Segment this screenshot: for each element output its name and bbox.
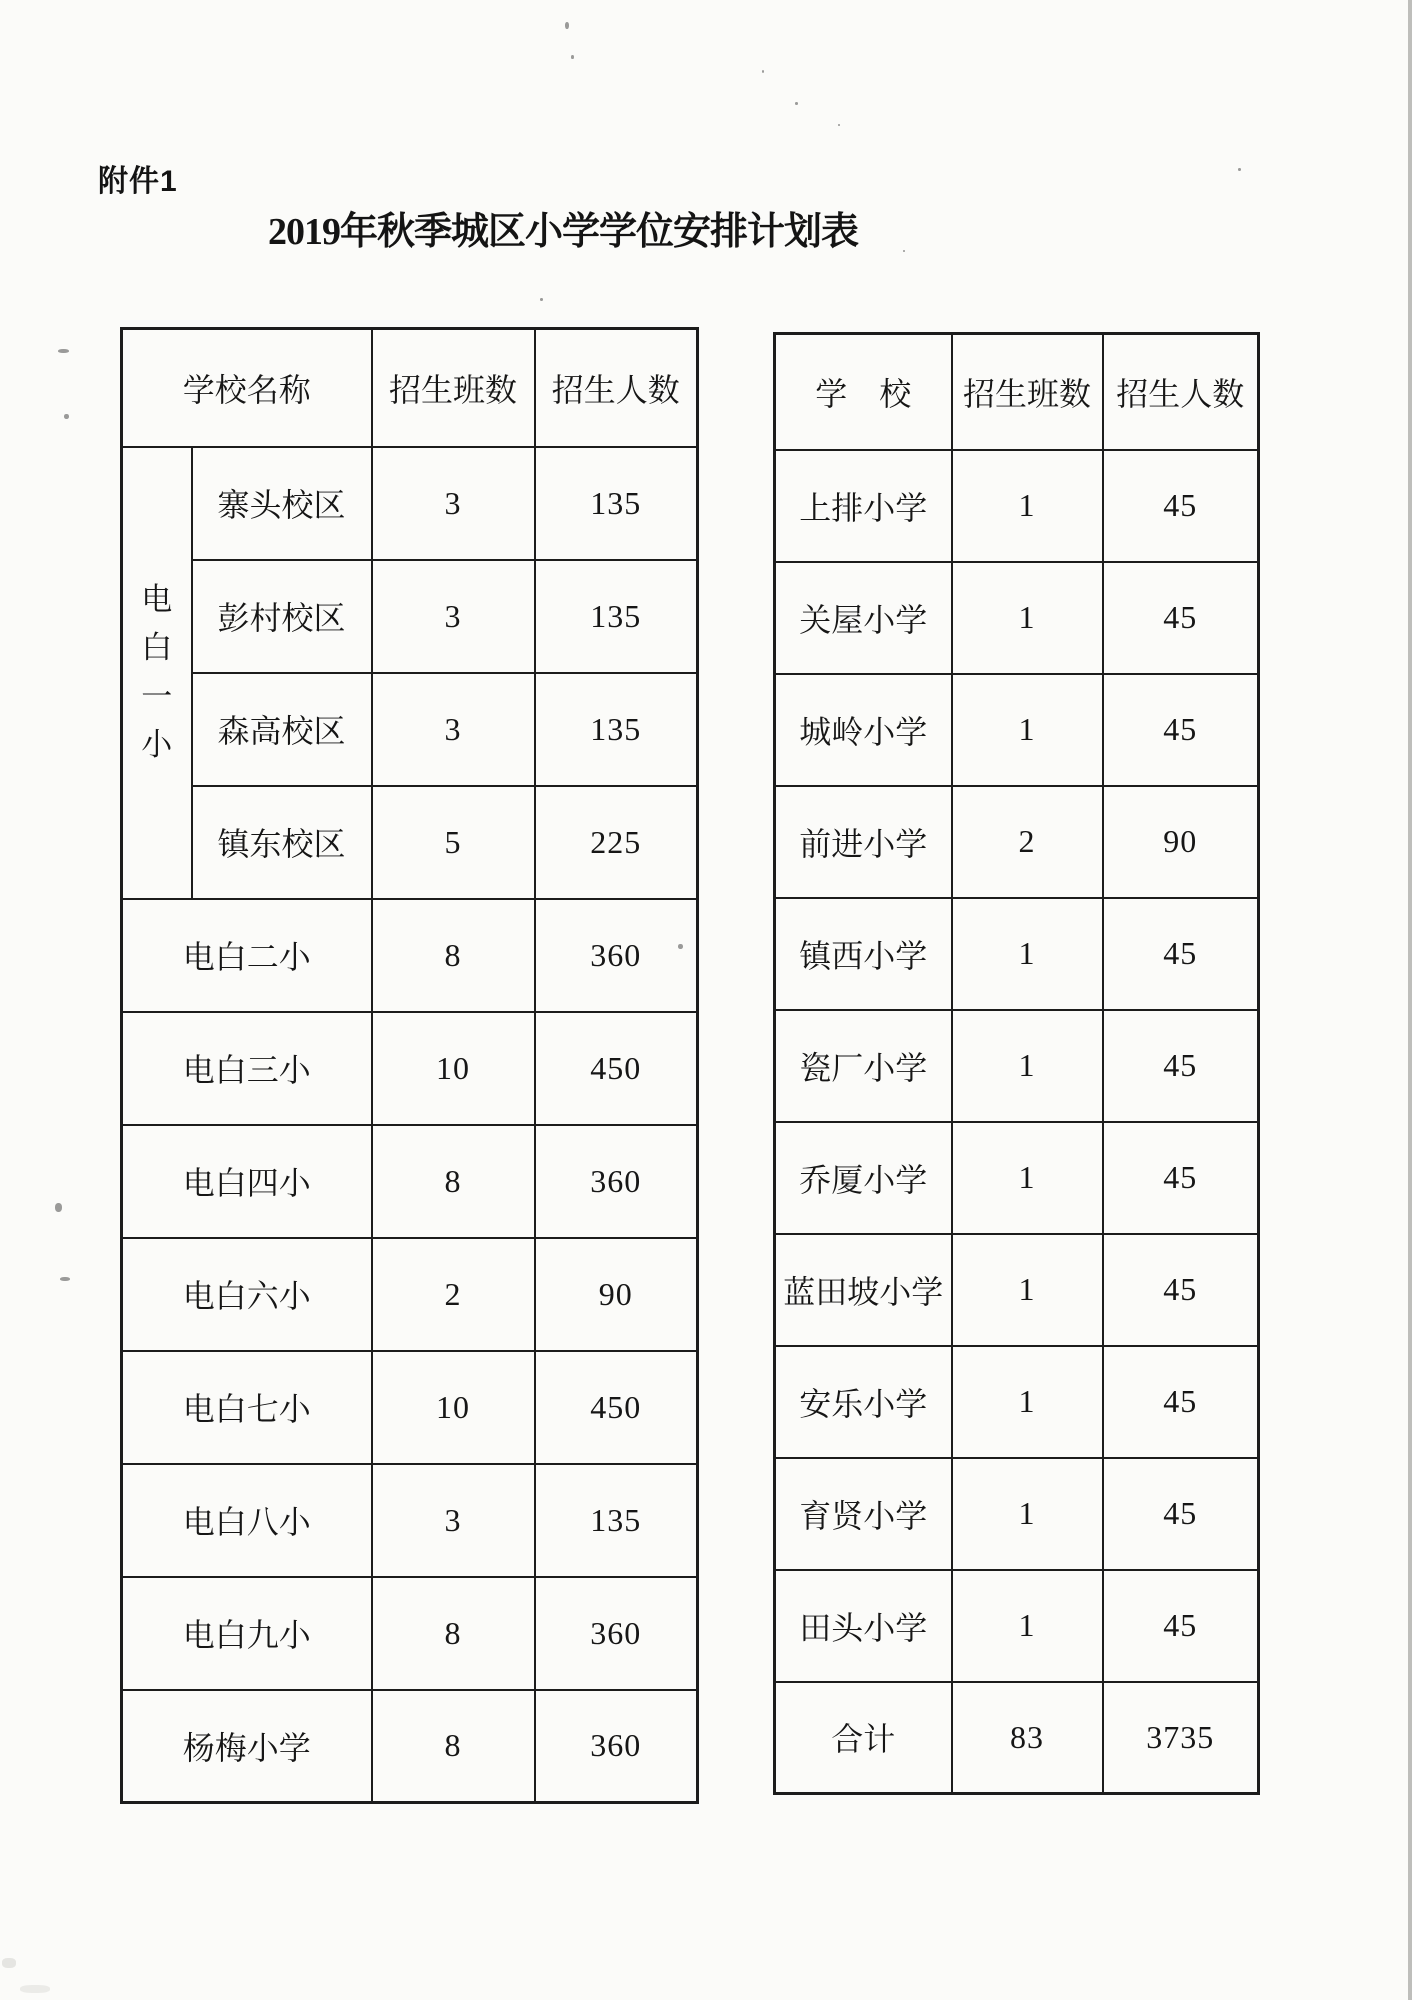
- table-row: [122, 1577, 698, 1690]
- class-count-cell: 1: [952, 450, 1103, 562]
- school-name-cell: 电白八小: [122, 1464, 372, 1577]
- student-count-cell: 45: [1103, 1346, 1259, 1458]
- class-count-cell: 1: [952, 1458, 1103, 1570]
- student-count-cell: 45: [1103, 1570, 1259, 1682]
- header-class-count: 招生班数: [372, 329, 535, 447]
- school-name-cell: 安乐小学: [775, 1346, 952, 1458]
- total-label-cell: 合计: [775, 1682, 952, 1794]
- table-row: [122, 899, 698, 1012]
- school-name-cell: 电白九小: [122, 1577, 372, 1690]
- class-count-cell: 1: [952, 1234, 1103, 1346]
- table-row: [775, 898, 1259, 1010]
- class-count-cell: 2: [372, 1238, 535, 1351]
- school-name-cell: 前进小学: [775, 786, 952, 898]
- student-count-cell: 45: [1103, 450, 1259, 562]
- class-count-cell: 5: [372, 786, 535, 899]
- table-row: [775, 1234, 1259, 1346]
- document-title: 2019年秋季城区小学学位安排计划表: [268, 211, 859, 253]
- school-name-cell: 上排小学: [775, 450, 952, 562]
- table-row: [775, 1010, 1259, 1122]
- table-row: [775, 1346, 1259, 1458]
- class-count-cell: 1: [952, 1122, 1103, 1234]
- table-row: [122, 560, 698, 673]
- student-count-cell: 360: [535, 1690, 698, 1803]
- table-row: [122, 1125, 698, 1238]
- scan-speckle: [678, 944, 683, 949]
- student-count-cell: 45: [1103, 1234, 1259, 1346]
- class-count-cell: 1: [952, 898, 1103, 1010]
- scan-speckle: [1238, 168, 1241, 171]
- student-count-cell: 135: [535, 1464, 698, 1577]
- school-name-cell: 乔厦小学: [775, 1122, 952, 1234]
- student-count-cell: 225: [535, 786, 698, 899]
- table-row: [122, 1351, 698, 1464]
- table-row: [775, 674, 1259, 786]
- scan-speckle: [64, 414, 69, 419]
- class-count-cell: 1: [952, 1010, 1103, 1122]
- table-row: [122, 1012, 698, 1125]
- school-name-cell: 田头小学: [775, 1570, 952, 1682]
- scan-speckle: [571, 55, 574, 59]
- school-name-cell: 杨梅小学: [122, 1690, 372, 1803]
- student-count-cell: 135: [535, 560, 698, 673]
- enrollment-table-left: [120, 327, 699, 1804]
- class-count-cell: 8: [372, 899, 535, 1012]
- table-header-row: [122, 329, 698, 447]
- class-count-cell: 8: [372, 1577, 535, 1690]
- class-count-cell: 1: [952, 1570, 1103, 1682]
- campus-name-cell: 镇东校区: [192, 786, 372, 899]
- class-count-cell: 8: [372, 1690, 535, 1803]
- school-name-cell: 瓷厂小学: [775, 1010, 952, 1122]
- school-name-cell: 电白二小: [122, 899, 372, 1012]
- campus-name-cell: 寨头校区: [192, 447, 372, 560]
- table-row: [122, 1464, 698, 1577]
- header-student-count: 招生人数: [1103, 334, 1259, 450]
- school-name-cell: 镇西小学: [775, 898, 952, 1010]
- table-row: [122, 673, 698, 786]
- school-name-vertical: 电白一小: [141, 582, 173, 762]
- student-count-cell: 90: [1103, 786, 1259, 898]
- class-count-cell: 2: [952, 786, 1103, 898]
- scan-speckle: [540, 298, 543, 301]
- scan-speckle: [58, 349, 69, 353]
- class-count-cell: 10: [372, 1351, 535, 1464]
- table-row: [122, 1690, 698, 1803]
- school-name-cell: 关屋小学: [775, 562, 952, 674]
- table-row: [775, 1458, 1259, 1570]
- scan-speckle: [762, 70, 764, 73]
- student-count-cell: 45: [1103, 674, 1259, 786]
- student-count-cell: 90: [535, 1238, 698, 1351]
- school-name-cell: 城岭小学: [775, 674, 952, 786]
- table-row: [775, 786, 1259, 898]
- table-row: [775, 450, 1259, 562]
- scan-speckle: [795, 102, 798, 105]
- scan-smudge: [20, 1985, 50, 1993]
- school-name-cell: 蓝田坡小学: [775, 1234, 952, 1346]
- school-name-cell: 电白三小: [122, 1012, 372, 1125]
- student-count-cell: 135: [535, 673, 698, 786]
- class-count-cell: 3: [372, 673, 535, 786]
- school-name-cell: 育贤小学: [775, 1458, 952, 1570]
- table-header-row: [775, 334, 1259, 450]
- header-student-count: 招生人数: [535, 329, 698, 447]
- scan-smudge: [2, 1958, 16, 1968]
- total-student-count-cell: 3735: [1103, 1682, 1259, 1794]
- student-count-cell: 360: [535, 1577, 698, 1690]
- table-row: [775, 1570, 1259, 1682]
- student-count-cell: 450: [535, 1012, 698, 1125]
- student-count-cell: 45: [1103, 1122, 1259, 1234]
- table-row: [122, 786, 698, 899]
- scan-speckle: [60, 1277, 70, 1281]
- student-count-cell: 45: [1103, 562, 1259, 674]
- scan-speckle: [565, 22, 569, 29]
- enrollment-table-right: [773, 332, 1260, 1795]
- student-count-cell: 360: [535, 899, 698, 1012]
- merged-school-name-cell: [122, 447, 192, 899]
- school-name-cell: 电白四小: [122, 1125, 372, 1238]
- header-school-name: 学 校: [775, 334, 952, 450]
- scan-speckle: [838, 124, 840, 126]
- class-count-cell: 1: [952, 674, 1103, 786]
- student-count-cell: 45: [1103, 1458, 1259, 1570]
- campus-name-cell: 彭村校区: [192, 560, 372, 673]
- student-count-cell: 135: [535, 447, 698, 560]
- attachment-label: 附件1: [98, 165, 178, 198]
- student-count-cell: 450: [535, 1351, 698, 1464]
- class-count-cell: 10: [372, 1012, 535, 1125]
- student-count-cell: 45: [1103, 1010, 1259, 1122]
- class-count-cell: 3: [372, 1464, 535, 1577]
- school-name-cell: 电白七小: [122, 1351, 372, 1464]
- school-name-cell: 电白六小: [122, 1238, 372, 1351]
- class-count-cell: 1: [952, 1346, 1103, 1458]
- table-row: [775, 1122, 1259, 1234]
- scan-speckle: [903, 250, 905, 252]
- table-row: [122, 1238, 698, 1351]
- student-count-cell: 360: [535, 1125, 698, 1238]
- class-count-cell: 3: [372, 447, 535, 560]
- header-school-name: 学校名称: [122, 329, 372, 447]
- class-count-cell: 1: [952, 562, 1103, 674]
- header-class-count: 招生班数: [952, 334, 1103, 450]
- class-count-cell: 8: [372, 1125, 535, 1238]
- table-row: [775, 562, 1259, 674]
- table-total-row: [775, 1682, 1259, 1794]
- student-count-cell: 45: [1103, 898, 1259, 1010]
- table-row: [122, 447, 698, 560]
- total-class-count-cell: 83: [952, 1682, 1103, 1794]
- scan-edge-shadow: [1408, 0, 1412, 2000]
- scan-speckle: [55, 1203, 62, 1212]
- campus-name-cell: 森高校区: [192, 673, 372, 786]
- class-count-cell: 3: [372, 560, 535, 673]
